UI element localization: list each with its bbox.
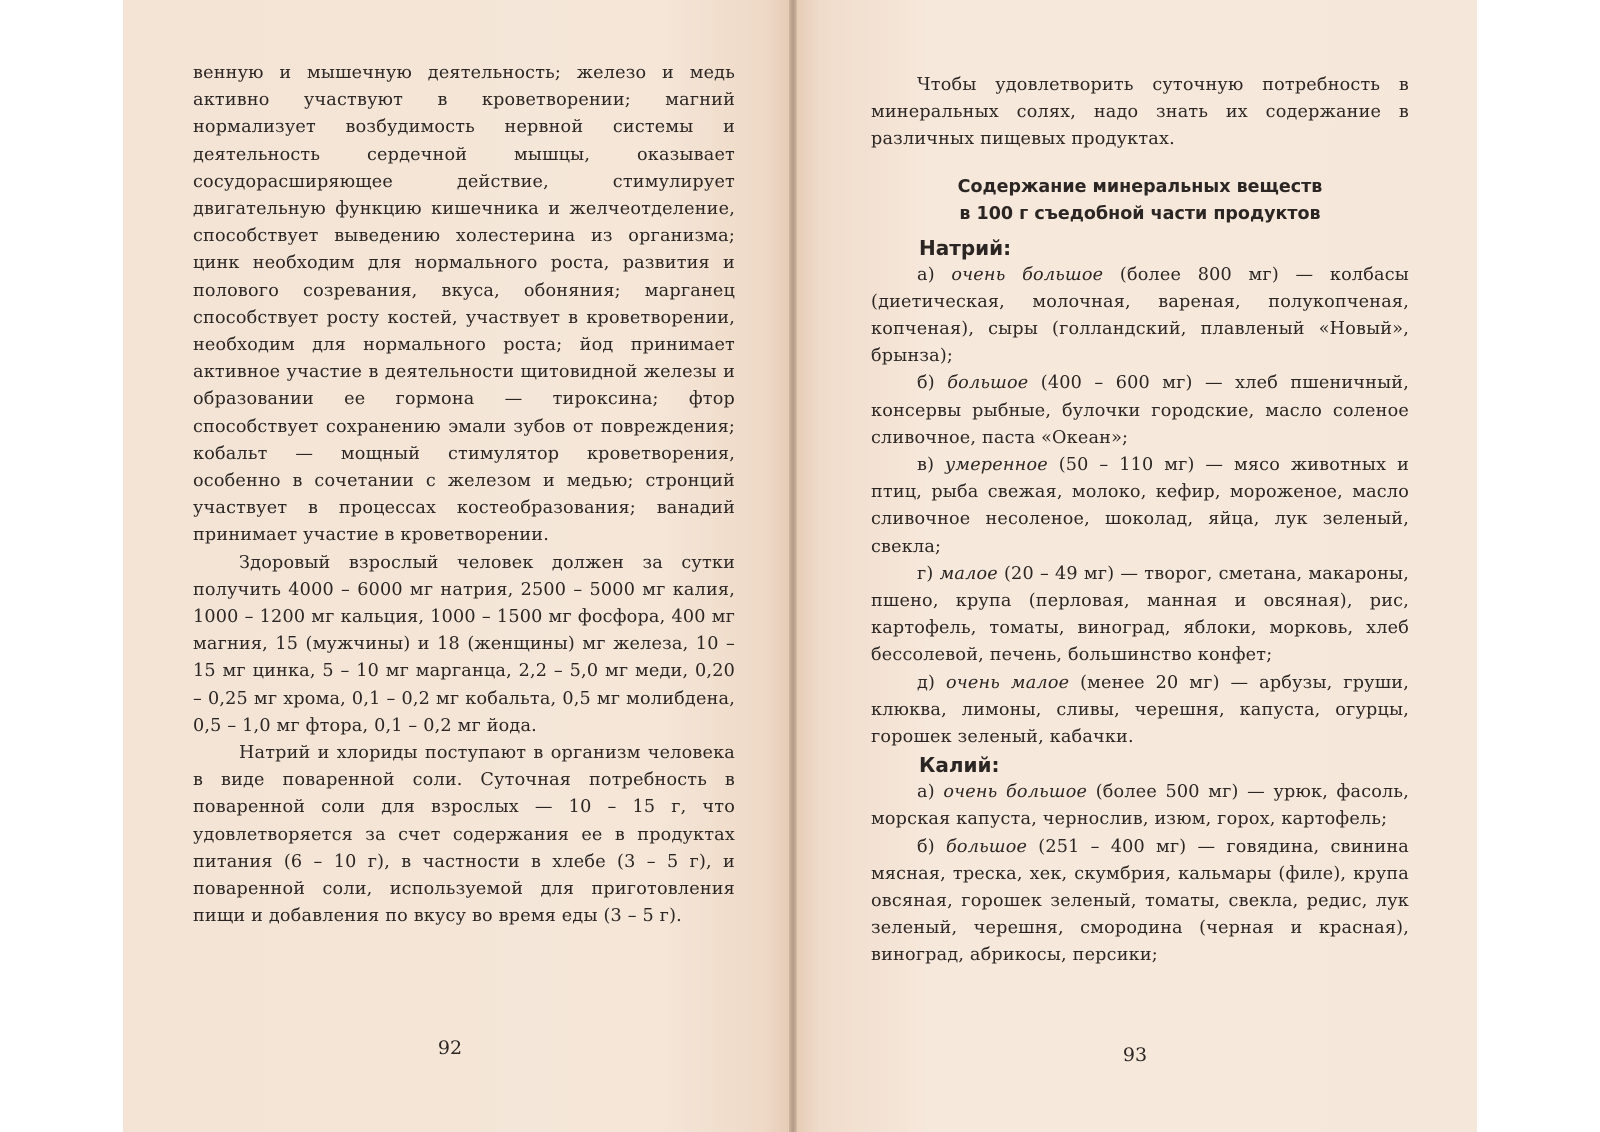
item-text: (50 – 110 мг) — мясо животных и птиц, рыба свежая, молоко, кефир, мороженое, масло сливочное несоленое, шоколад, яйца, лук зеленый, свекла; xyxy=(871,455,1409,557)
item-marker: б) xyxy=(917,836,935,857)
intro-paragraph: Чтобы удовлетворить суточную потребность в минеральных солях, надо знать их содержание в различных пищевых продуктах. xyxy=(871,75,1409,150)
item-category: очень большое xyxy=(943,782,1088,803)
sodium-heading: Натрий: xyxy=(919,235,1012,260)
item-marker: д) xyxy=(917,672,936,693)
item-text: (более 800 мг) — колбасы (диетическая, молочная, вареная, полукопченая, копченая), сыры (голландский, плавленый «Новый», брынза); xyxy=(871,264,1409,367)
item-text: (более 500 мг) — урюк, фасоль, морская капуста, чернослив, изюм, горох, картофель; xyxy=(871,782,1409,830)
table-title-line-2: в 100 г съедобной части продуктов xyxy=(959,203,1321,224)
item-marker: а) xyxy=(917,264,935,285)
potassium-item-b xyxy=(871,834,1409,970)
table-title-line-1: Содержание минеральных веществ xyxy=(957,176,1323,197)
item-category: очень большое xyxy=(951,264,1104,285)
item-text: (251 – 400 мг) — говядина, свинина мясная, треска, хек, скумбрия, кальмары (филе), крупа овсяная, горошек зеленый, томаты, свекла, редис, лук зеленый, черешня, смородина (черная и красная), виноград, абрикосы, персики; xyxy=(871,836,1409,966)
book-gutter xyxy=(789,0,797,1132)
item-text: (400 – 600 мг) — хлеб пшеничный, консервы рыбные, булочки городские, масло соленое сливочное, паста «Океан»; xyxy=(871,373,1409,448)
item-category: большое xyxy=(947,373,1029,394)
left-paragraph-2: Здоровый взрослый человек должен за сутки получить 4000 – 6000 мг натрия, 2500 – 5000 мг калия, 1000 – 1200 мг кальция, 1000 – 1500 мг фосфора, 400 мг магния, 15 (мужчины) и 18 (женщины) мг железа, 10 – 15 мг цинка, 5 – 10 мг марганца, 2,2 – 5,0 мг меди, 0,20 – 0,25 мг хрома, 0,1 – 0,2 мг кобальта, 0,5 мг молибдена, 0,5 – 1,0 мг фтора, 0,1 – 0,2 мг йода. xyxy=(193,552,735,736)
item-marker: б) xyxy=(917,373,935,394)
item-category: большое xyxy=(945,836,1028,857)
left-paragraph-1: венную и мышечную деятельность; железо и медь активно участвуют в кроветворении; магний нормализует возбудимость нервной системы и деятельность сердечной мышцы, оказывает сосудорасширяющее действие, стимулирует двигательную функцию кишечника и желчеотделение, способствует выведению холестерина из организма; цинк необходим для нормального роста, развития и полового созревания, вкуса, обоняния; марганец способствует росту костей, участвует в кроветворении, необходим для нормального роста; йод принимает активное участие в деятельности щитовидной железы и образовании ее гормона — тироксина; фтор способствует сохранению эмали зубов от повреждения; кобальт — мощный стимулятор кроветворения, особенно в сочетании с железом и медью; стронций участвует в процессах костеобразования; ванадий принимает участие в кроветворении. xyxy=(193,63,735,546)
page-number-right: 93 xyxy=(1122,1044,1148,1066)
potassium-item-a xyxy=(871,779,1409,833)
item-category: малое xyxy=(939,563,998,584)
sodium-item-b xyxy=(871,370,1409,452)
item-marker: г) xyxy=(917,563,934,584)
item-marker: в) xyxy=(917,455,935,476)
potassium-heading: Калий: xyxy=(919,753,1000,778)
book-spread xyxy=(123,0,1477,1132)
sodium-item-g xyxy=(871,561,1409,670)
sodium-item-v xyxy=(871,452,1409,561)
right-page xyxy=(793,0,1477,1132)
item-text: (20 – 49 мг) — творог, сметана, макароны, пшено, крупа (перловая, манная и овсяная), рис, картофель, томаты, виноград, яблоки, морковь, хлеб бессолевой, печень, большинство конфет; xyxy=(871,563,1409,666)
table-title xyxy=(871,174,1409,228)
item-marker: а) xyxy=(917,782,935,803)
item-category: умеренное xyxy=(945,455,1048,476)
item-category: очень малое xyxy=(945,672,1070,693)
left-paragraph-3: Натрий и хлориды поступают в организм человека в виде поваренной соли. Суточная потребность в поваренной соли для взрослых — 10 – 15 г, что удовлетворяется за счет содержания ее в продуктах питания (6 – 10 г), в частности в хлебе (3 – 5 г), и поваренной соли, используемой для приготовления пищи и добавления по вкусу во время еды (3 – 5 г). xyxy=(193,743,735,927)
left-page xyxy=(123,0,793,1132)
sodium-item-d xyxy=(871,670,1409,752)
page-number-left: 92 xyxy=(437,1037,463,1059)
item-text: (менее 20 мг) — арбузы, груши, клюква, лимоны, сливы, черешня, капуста, огурцы, горошек зеленый, кабачки. xyxy=(871,672,1409,748)
sodium-item-a xyxy=(871,262,1409,371)
